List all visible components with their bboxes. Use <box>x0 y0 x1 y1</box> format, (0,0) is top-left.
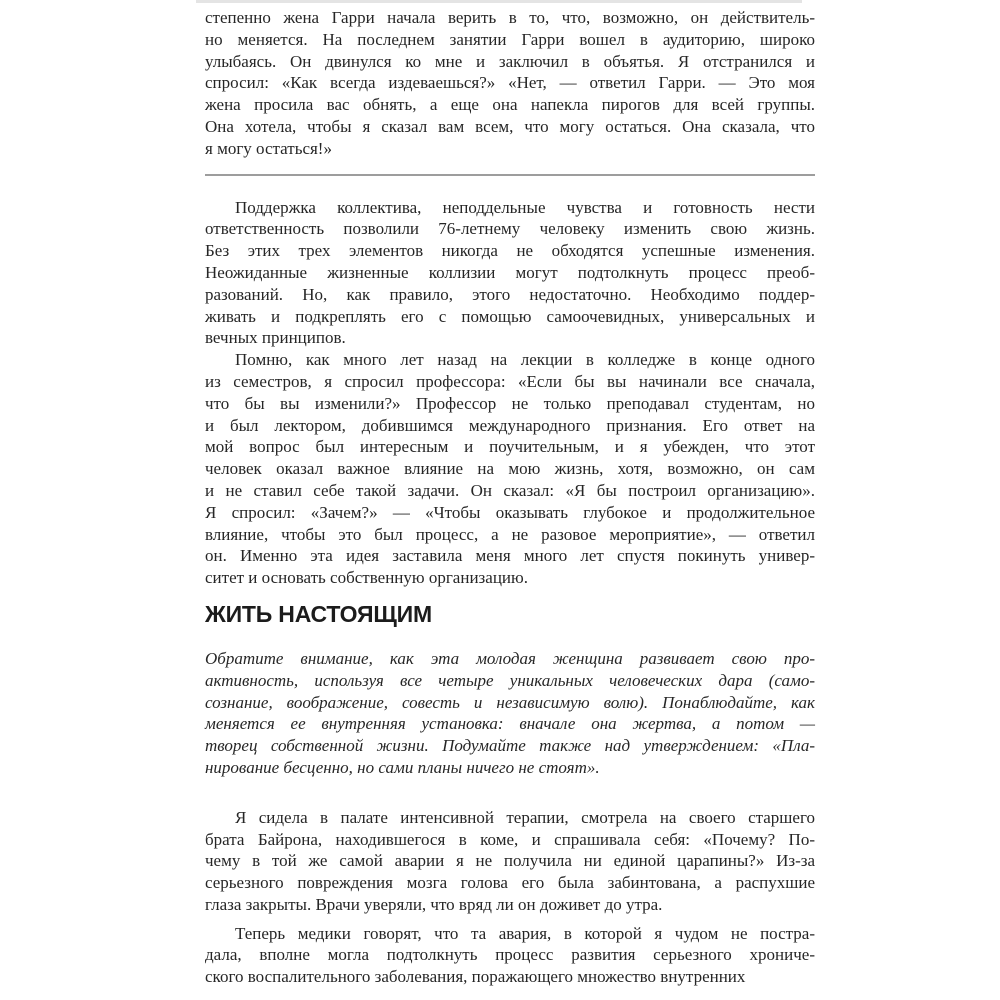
section-heading: ЖИТЬ НАСТОЯЩИМ <box>205 600 432 627</box>
text-line: глаза закрыты. Врачи уверяли, что вряд ли он доживет до утра. <box>205 894 663 914</box>
text-line: вечных принципов. <box>205 328 346 348</box>
text-line: но меняется. На последнем занятии Гарри вошел в аудиторию, широко <box>205 29 815 49</box>
section-divider <box>205 174 815 176</box>
text-line: Обратите внимание, как эта молодая женщина развивает свою про- <box>205 648 815 668</box>
text-line: жена просила вас обнять, а еще она напекла пирогов для всей группы. <box>205 95 815 115</box>
text-line: меняется ее внутренняя установка: вначале она жертва, а потом — <box>205 714 815 734</box>
text-line: серьезного повреждения мозга голова его была забинтована, а распухшие <box>205 873 815 893</box>
text-line: чему в той же самой аварии я не получила ни единой царапины?» Из-за <box>205 851 815 871</box>
text-line: ситет и основать собственную организацию. <box>205 568 528 588</box>
text-line: Неожиданные жизненные коллизии могут подтолкнуть процесс преоб- <box>205 262 815 282</box>
text-line: брата Байрона, находившегося в коме, и спрашивала себя: «Почему? По- <box>205 829 815 849</box>
text-line: Она хотела, чтобы я сказал вам всем, что могу остаться. Она сказала, что <box>205 116 815 136</box>
text-line: Я сидела в палате интенсивной терапии, смотрела на своего старшего <box>235 807 815 827</box>
text-line: нирование бесценно, но сами планы ничего не стоят». <box>205 757 600 777</box>
text-line: дала, вполне могла подтолкнуть процесс развития серьезного хрониче- <box>205 945 815 965</box>
text-line: творец собственной жизни. Подумайте также над утверждением: «Пла- <box>205 736 815 756</box>
body-paragraph <box>205 7 815 160</box>
text-line: влияние, чтобы это был процесс, а не разовое мероприятие», — ответил <box>205 524 815 544</box>
text-line: и был лектором, добившимся международного признания. Его ответ на <box>205 415 815 435</box>
text-line: он. Именно эта идея заставила меня много лет спустя покинуть универ- <box>205 546 815 566</box>
page-text-column <box>205 7 815 988</box>
text-line: разований. Но, как правило, этого недостаточно. Необходимо поддер- <box>205 284 815 304</box>
body-paragraph <box>205 923 815 988</box>
text-line: что бы вы изменили?» Профессор не только преподавал студентам, но <box>205 393 815 413</box>
text-line: и не ставил себе такой задачи. Он сказал: «Я бы построил организацию». <box>205 480 815 500</box>
text-line: мой вопрос был интересным и поучительным, и я убежден, что этот <box>205 437 815 457</box>
text-line: из семестров, я спросил профессора: «Если бы вы начинали все сначала, <box>205 371 815 391</box>
text-line: активность, используя все четыре уникальных человеческих дара (само- <box>205 670 815 690</box>
text-line: человек оказал важное влияние на мою жизнь, хотя, возможно, он сам <box>205 459 815 479</box>
text-line: я могу остаться!» <box>205 138 332 158</box>
text-line: Я спросил: «Зачем?» — «Чтобы оказывать глубокое и продолжительное <box>205 502 815 522</box>
text-line: сознание, воображение, совесть и независимую волю). Понаблюдайте, как <box>205 692 815 712</box>
text-line: ского воспалительного заболевания, поражающего множество внутренних <box>205 967 746 987</box>
text-line: Без этих трех элементов никогда не обходятся успешные изменения. <box>205 241 815 261</box>
text-line: Теперь медики говорят, что та авария, в которой я чудом не постра- <box>235 923 815 943</box>
text-line: спросил: «Как всегда издеваешься?» «Нет, — ответил Гарри. — Это моя <box>205 73 815 93</box>
body-paragraph <box>205 807 815 916</box>
text-line: Помню, как много лет назад на лекции в колледже в конце одного <box>235 350 815 370</box>
commentary-paragraph <box>205 648 815 779</box>
text-line: степенно жена Гарри начала верить в то, что, возможно, он действитель- <box>205 8 815 27</box>
text-line: живать и подкреплять его с помощью самоочевидных, универсальных и <box>205 306 815 326</box>
body-paragraph <box>205 349 815 589</box>
scan-edge-artifact <box>196 0 802 3</box>
text-line: Поддержка коллектива, неподдельные чувства и готовность нести <box>235 197 815 217</box>
text-line: улыбаясь. Он двинулся ко мне и заключил в объятья. Я отстранился и <box>205 51 815 71</box>
text-line: ответственность позволили 76-летнему человеку изменить свою жизнь. <box>205 219 815 239</box>
body-paragraph <box>205 197 815 350</box>
